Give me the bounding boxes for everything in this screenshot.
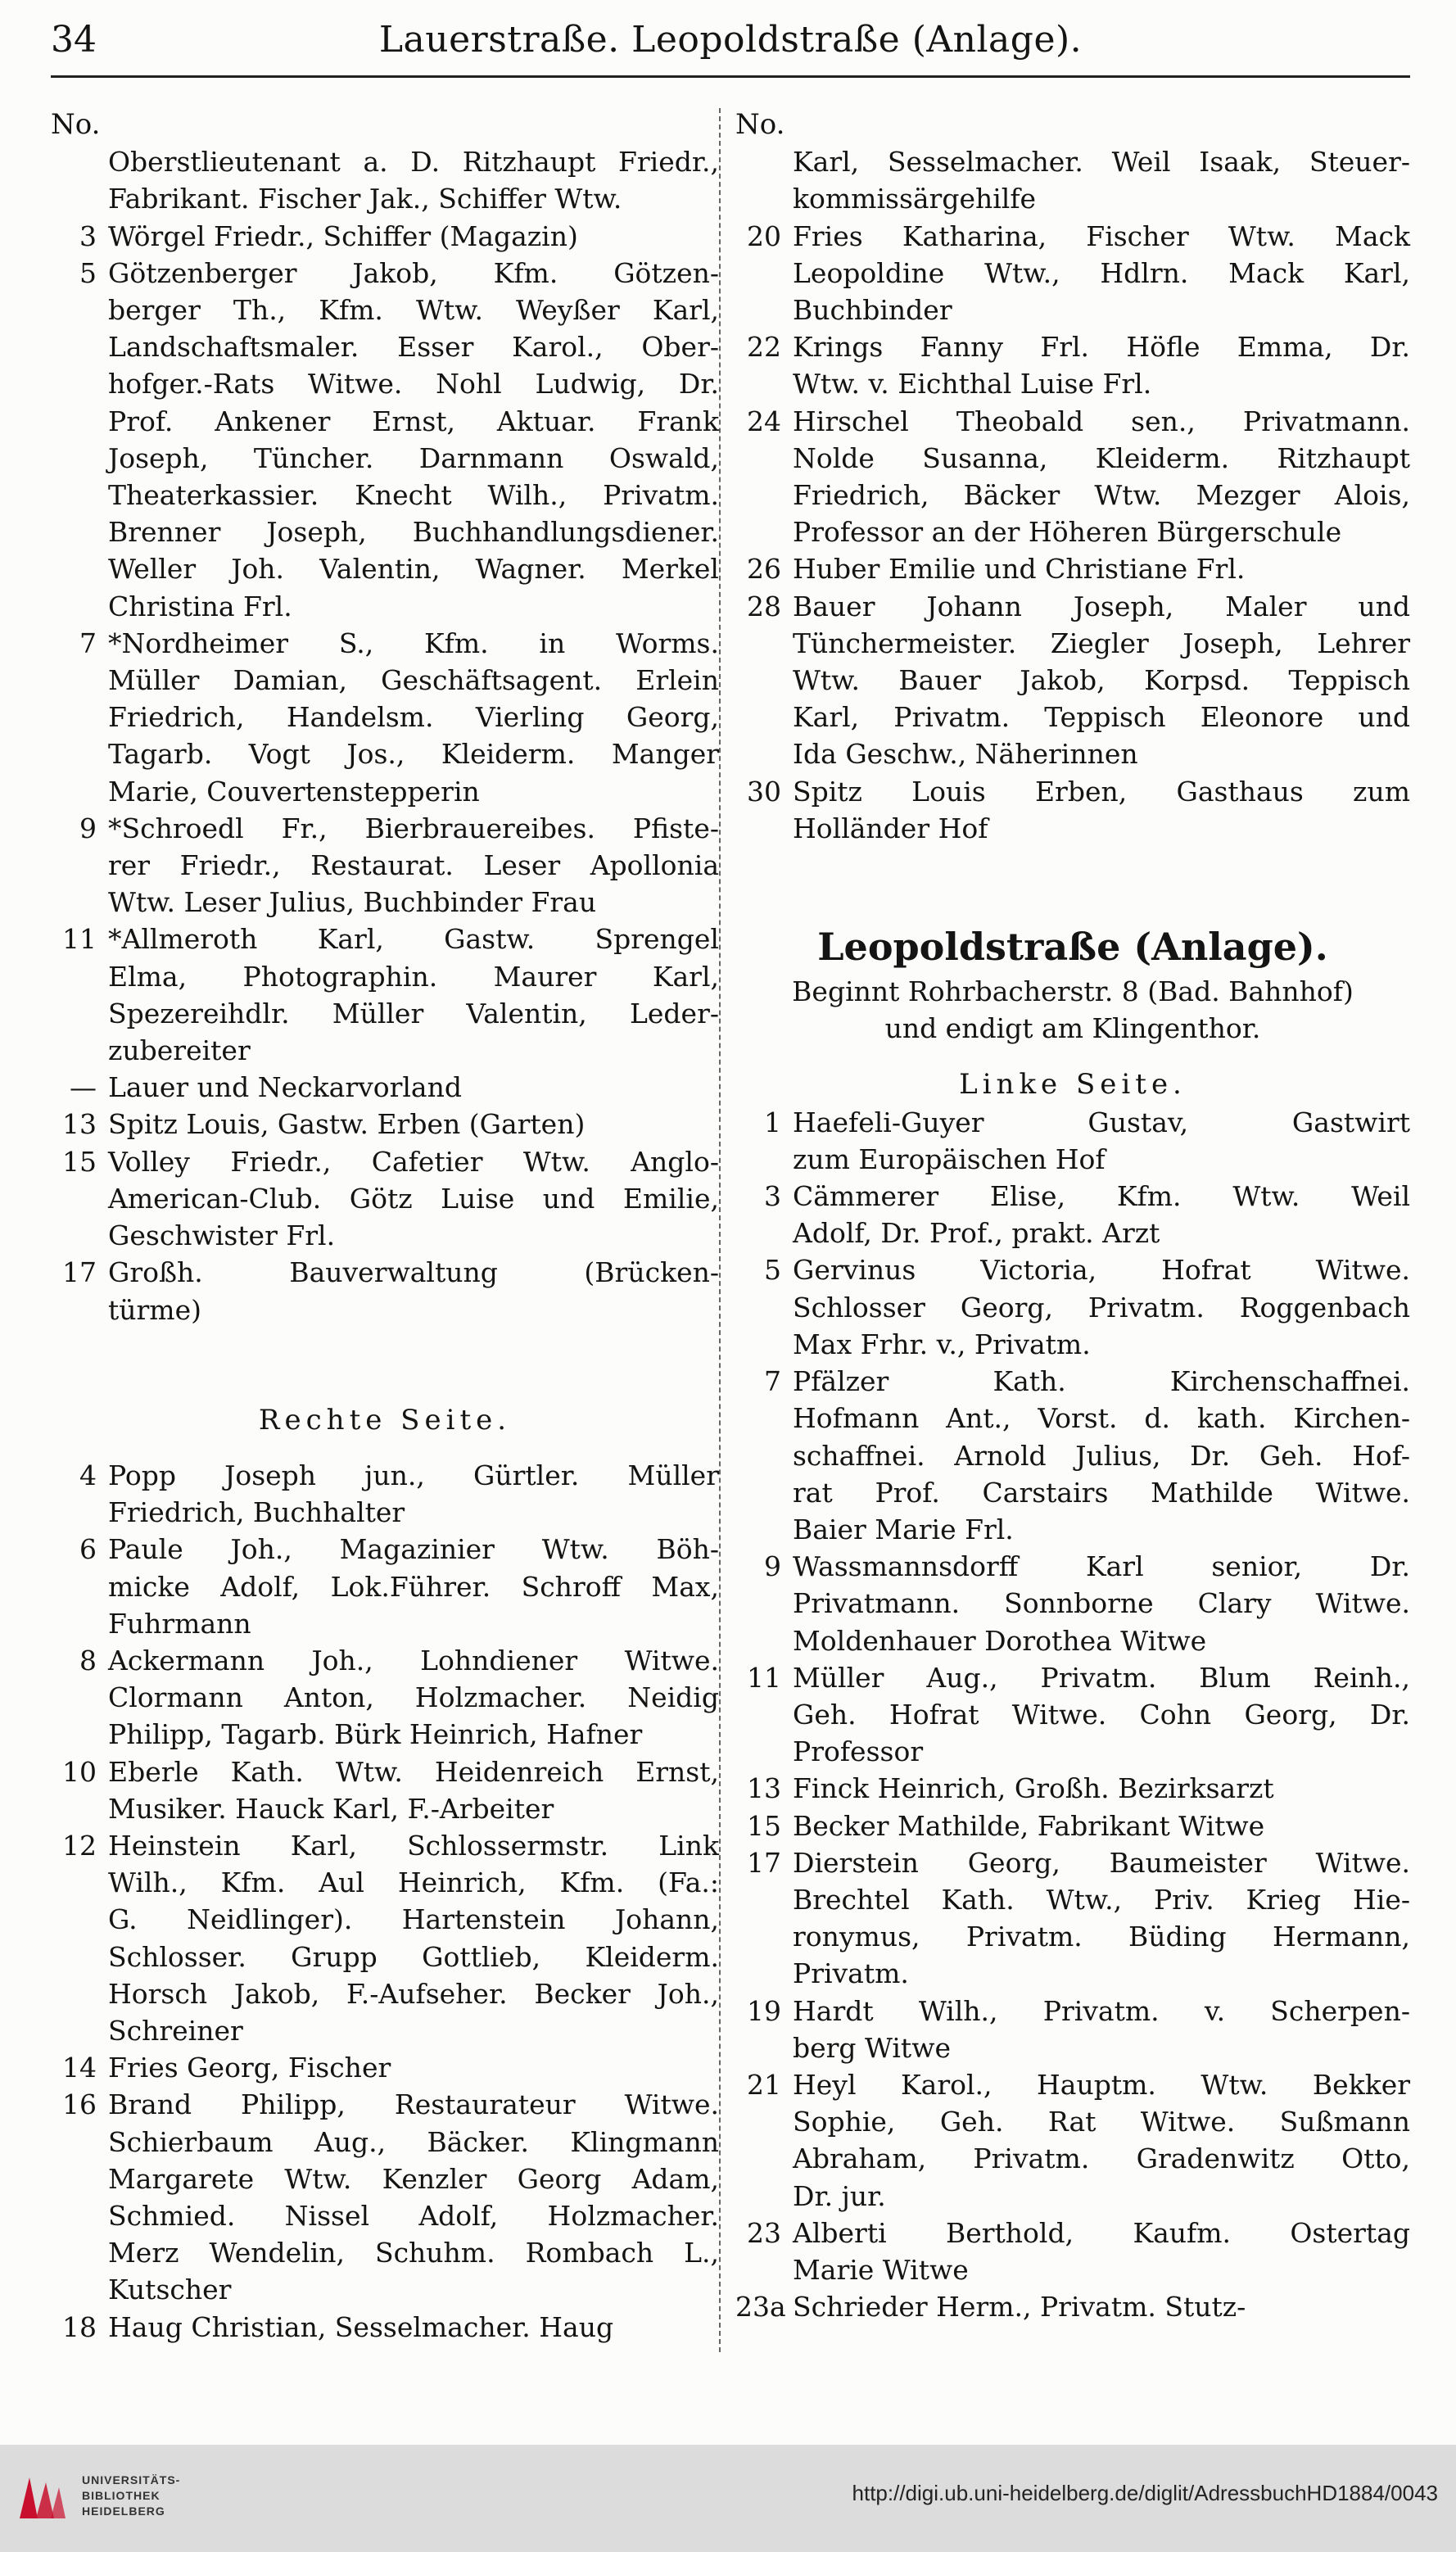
directory-entry xyxy=(51,2086,719,2308)
text-line: Wassmannsdorff Karl senior, Dr. xyxy=(793,1550,1410,1583)
text-line: Schierbaum Aug., Bäcker. Klingmann xyxy=(108,2125,719,2158)
text-line: Kutscher xyxy=(108,2274,232,2306)
house-number: 9 xyxy=(764,1550,781,1583)
library-name xyxy=(82,2473,180,2519)
text-line: Eberle Kath. Wtw. Heidenreich Ernst, xyxy=(108,1755,719,1788)
text-line: Margarete Wtw. Kenzler Georg Adam, xyxy=(108,2162,719,2195)
text-line: Clormann Anton, Holzmacher. Neidig xyxy=(108,1681,719,1714)
text-line: Haug Christian, Sesselmacher. Haug xyxy=(108,2310,614,2343)
entry-list xyxy=(51,218,719,1328)
text-line: Karl, Sesselmacher. Weil Isaak, Steuer- xyxy=(793,146,1410,179)
text-line: und endigt am Klingenthor. xyxy=(884,1012,1261,1045)
page-number: 34 xyxy=(51,19,97,61)
text-line: Max Frhr. v., Privatm. xyxy=(793,1328,1091,1360)
directory-entry xyxy=(735,550,1410,587)
text-line: Abraham, Privatm. Gradenwitz Otto, xyxy=(793,2143,1410,2175)
text-line: Heinstein Karl, Schlossermstr. Link xyxy=(108,1829,719,1862)
no-label: No. xyxy=(51,108,101,141)
text-line: American-Club. Götz Luise und Emilie, xyxy=(108,1182,719,1215)
text-line: Krings Fanny Frl. Höfle Emma, Dr. xyxy=(793,331,1410,364)
directory-entry xyxy=(51,1642,719,1753)
directory-entry xyxy=(51,1143,719,1255)
entry-text xyxy=(793,1178,1410,1251)
directory-entry xyxy=(51,255,719,625)
text-line: Privatm. xyxy=(793,1957,909,1990)
text-line: Ackermann Joh., Lohndiener Witwe. xyxy=(108,1644,719,1676)
house-number: 14 xyxy=(62,2052,97,2084)
text-line: G. Neidlinger). Hartenstein Johann, xyxy=(108,1903,719,1936)
house-number: 15 xyxy=(62,1145,97,1178)
house-number: 5 xyxy=(79,256,97,289)
text-line: Wtw. Leser Julius, Buchbinder Frau xyxy=(108,886,597,919)
directory-entry xyxy=(735,1770,1410,1807)
entry-text xyxy=(108,1143,719,1255)
entry-text xyxy=(793,773,1410,847)
text-line: Paule Joh., Magazinier Wtw. Böh- xyxy=(108,1533,719,1566)
text-line: Professor xyxy=(793,1735,924,1768)
street-description xyxy=(735,973,1410,1047)
intro-continuation xyxy=(51,143,719,217)
directory-entry xyxy=(735,1993,1410,2066)
directory-entry xyxy=(735,328,1410,402)
text-line: Spitz Louis, Gastw. Erben (Garten) xyxy=(108,1108,586,1141)
directory-entry xyxy=(735,1178,1410,1251)
text-line: berg Witwe xyxy=(793,2031,951,2064)
text-line: Christina Frl. xyxy=(108,590,292,622)
text-line: Landschaftsmaler. Esser Karol., Ober- xyxy=(108,331,719,364)
house-number: — xyxy=(70,1071,97,1104)
street-title: Leopoldstraße (Anlage). xyxy=(817,925,1328,970)
directory-entry xyxy=(735,1363,1410,1548)
directory-entry xyxy=(735,1104,1410,1178)
house-number: 23a xyxy=(735,2291,786,2323)
text-line: Brand Philipp, Restaurateur Witwe. xyxy=(108,2088,719,2121)
directory-entry xyxy=(51,625,719,810)
entry-text xyxy=(108,2309,719,2346)
text-line: Fries Georg, Fischer xyxy=(108,2052,391,2084)
house-number: 23 xyxy=(747,2216,781,2249)
text-line: Großh. Bauverwaltung (Brücken- xyxy=(108,1256,719,1289)
entry-text xyxy=(793,1993,1410,2066)
text-line: Horsch Jakob, F.-Aufseher. Becker Joh., xyxy=(108,1977,719,2010)
directory-entry xyxy=(51,2049,719,2086)
text-line: Hardt Wilh., Privatm. v. Scherpen- xyxy=(793,1994,1410,2027)
text-line: Merz Wendelin, Schuhm. Rombach L., xyxy=(108,2237,719,2269)
text-line: Fabrikant. Fischer Jak., Schiffer Wtw. xyxy=(108,183,622,215)
house-number: 13 xyxy=(747,1772,781,1805)
directory-entry xyxy=(51,1106,719,1143)
text-line: Oberstlieutenant a. D. Ritzhaupt Friedr., xyxy=(108,146,719,179)
entry-text xyxy=(108,1531,719,1642)
directory-entry xyxy=(51,2309,719,2346)
text-line: Spezereihdlr. Müller Valentin, Leder- xyxy=(108,997,719,1029)
spacer xyxy=(735,1047,1410,1066)
directory-entry xyxy=(735,1808,1410,1844)
right-column xyxy=(735,106,1410,2325)
directory-entry xyxy=(735,218,1410,329)
entry-list xyxy=(735,1104,1410,2326)
text-line: Popp Joseph jun., Gürtler. Müller xyxy=(108,1459,719,1491)
entry-text xyxy=(108,921,719,1069)
entry-text xyxy=(108,1642,719,1753)
house-number: 10 xyxy=(62,1755,97,1788)
text-line: rer Friedr., Restaurat. Leser Apollonia xyxy=(108,849,719,882)
house-number: 3 xyxy=(79,219,97,252)
text-line: Sophie, Geh. Rat Witwe. Sußmann xyxy=(793,2106,1410,2138)
section-title: Linke Seite. xyxy=(959,1068,1187,1102)
text-line: Cämmerer Elise, Kfm. Wtw. Weil xyxy=(793,1180,1410,1213)
text-line: Friedrich, Buchhalter xyxy=(108,1496,405,1529)
directory-entry xyxy=(735,1659,1410,1771)
text-line: Elma, Photographin. Maurer Karl, xyxy=(108,960,719,993)
library-name-line: HEIDELBERG xyxy=(82,2504,165,2518)
text-line: hofger.-Rats Witwe. Nohl Ludwig, Dr. xyxy=(108,368,719,400)
house-number: 6 xyxy=(79,1533,97,1566)
text-line: Prof. Ankener Ernst, Aktuar. Frank xyxy=(108,405,719,437)
text-line: Privatmann. Sonnborne Clary Witwe. xyxy=(793,1587,1410,1620)
house-number: 11 xyxy=(62,923,97,956)
directory-entry xyxy=(51,1827,719,2049)
text-line: Adolf, Dr. Prof., prakt. Arzt xyxy=(793,1217,1160,1250)
text-line: Wilh., Kfm. Aul Heinrich, Kfm. (Fa.: xyxy=(108,1866,719,1899)
running-title: Lauerstraße. Leopoldstraße (Anlage). xyxy=(378,19,1083,61)
left-column xyxy=(51,106,719,2346)
house-number: 9 xyxy=(79,812,97,844)
text-line: kommissärgehilfe xyxy=(793,183,1037,215)
text-line: Moldenhauer Dorothea Witwe xyxy=(793,1624,1207,1657)
house-number: 15 xyxy=(747,1809,781,1842)
house-number: 20 xyxy=(747,219,781,252)
text-line: Weller Joh. Valentin, Wagner. Merkel xyxy=(108,553,719,586)
text-line: Wörgel Friedr., Schiffer (Magazin) xyxy=(108,219,578,252)
text-line: Alberti Berthold, Kaufm. Ostertag xyxy=(793,2216,1410,2249)
entry-text xyxy=(793,588,1410,773)
text-line: Brechtel Kath. Wtw., Priv. Krieg Hie- xyxy=(793,1883,1410,1916)
text-line: Marie, Couvertenstepperin xyxy=(108,775,480,808)
directory-entry xyxy=(51,1753,719,1827)
directory-entry xyxy=(735,773,1410,847)
entry-text xyxy=(793,1548,1410,1659)
text-line: Volley Friedr., Cafetier Wtw. Anglo- xyxy=(108,1145,719,1178)
text-line: Fuhrmann xyxy=(108,1607,251,1640)
text-line: Joseph, Tüncher. Darnmann Oswald, xyxy=(108,441,719,474)
section-title: Rechte Seite. xyxy=(258,1403,512,1437)
directory-entry xyxy=(51,1531,719,1642)
house-number: 1 xyxy=(764,1106,781,1138)
text-line: Heyl Karol., Hauptm. Wtw. Bekker xyxy=(793,2068,1410,2101)
entry-text xyxy=(793,2066,1410,2215)
text-line: Hofmann Ant., Vorst. d. kath. Kirchen- xyxy=(793,1402,1410,1435)
text-line: Dr. jur. xyxy=(793,2179,886,2212)
text-line: Wtw. Bauer Jakob, Korpsd. Teppisch xyxy=(793,664,1410,697)
house-number: 21 xyxy=(747,2068,781,2101)
house-number: 7 xyxy=(79,627,97,659)
library-name-line: BIBLIOTHEK xyxy=(82,2489,161,2502)
directory-entry xyxy=(735,588,1410,773)
house-number: 19 xyxy=(747,1994,781,2027)
house-number: 28 xyxy=(747,590,781,622)
house-number: 16 xyxy=(62,2088,97,2121)
entry-text xyxy=(793,2288,1410,2325)
library-name-line: UNIVERSITÄTS- xyxy=(82,2473,181,2486)
house-number: 13 xyxy=(62,1108,97,1141)
house-number: 7 xyxy=(764,1365,781,1398)
text-line: *Allmeroth Karl, Gastw. Sprengel xyxy=(108,923,719,956)
library-logo-icon xyxy=(13,2469,70,2527)
entry-text xyxy=(793,218,1410,329)
entry-text xyxy=(108,1069,719,1106)
entry-text xyxy=(108,810,719,921)
text-line: Schlosser. Grupp Gottlieb, Kleiderm. xyxy=(108,1940,719,1973)
text-line: Hirschel Theobald sen., Privatmann. xyxy=(793,405,1410,437)
entry-text xyxy=(108,2049,719,2086)
no-label: No. xyxy=(735,108,785,141)
text-line: türme) xyxy=(108,1293,201,1326)
house-number: 30 xyxy=(747,775,781,808)
entry-text xyxy=(793,2215,1410,2288)
text-line: rat Prof. Carstairs Mathilde Witwe. xyxy=(793,1476,1410,1509)
text-line: Brenner Joseph, Buchhandlungsdiener. xyxy=(108,516,719,549)
entry-list xyxy=(51,1457,719,2346)
directory-entry xyxy=(735,403,1410,551)
entry-text xyxy=(793,328,1410,402)
text-line: Professor an der Höheren Bürgerschule xyxy=(793,516,1342,549)
entry-text xyxy=(793,1251,1410,1363)
house-number: 5 xyxy=(764,1254,781,1287)
text-line: Karl, Privatm. Teppisch Eleonore und xyxy=(793,701,1410,734)
entry-text xyxy=(108,255,719,625)
text-line: Müller Damian, Geschäftsagent. Erlein xyxy=(108,664,719,697)
directory-entry xyxy=(735,2215,1410,2288)
text-line: Schreiner xyxy=(108,2014,243,2047)
directory-entry xyxy=(735,1548,1410,1659)
entry-text xyxy=(108,1827,719,2049)
text-line: Friedrich, Handelsm. Vierling Georg, xyxy=(108,701,719,734)
entry-text xyxy=(108,1457,719,1531)
text-line: Ida Geschw., Näherinnen xyxy=(793,738,1138,771)
text-line: Pfälzer Kath. Kirchenschaffnei. xyxy=(793,1365,1410,1398)
entry-text xyxy=(793,1844,1410,1993)
entry-text xyxy=(793,1659,1410,1771)
text-line: Buchbinder xyxy=(793,294,952,327)
text-line: Gervinus Victoria, Hofrat Witwe. xyxy=(793,1254,1410,1287)
entry-text xyxy=(108,1254,719,1328)
house-number: 4 xyxy=(79,1459,97,1491)
entry-text xyxy=(108,625,719,810)
source-url[interactable]: http://digi.ub.uni-heidelberg.de/diglit/AdressbuchHD1884/0043 xyxy=(852,2481,1438,2505)
text-line: *Schroedl Fr., Bierbrauereibes. Pfiste- xyxy=(108,812,719,844)
entry-text xyxy=(108,1106,719,1143)
spacer xyxy=(735,847,1410,921)
directory-entry xyxy=(51,218,719,255)
text-line: Lauer und Neckarvorland xyxy=(108,1071,462,1104)
text-line: Schrieder Herm., Privatm. Stutz- xyxy=(793,2291,1246,2323)
text-line: Wtw. v. Eichthal Luise Frl. xyxy=(793,368,1152,400)
text-line: Fries Katharina, Fischer Wtw. Mack xyxy=(793,219,1410,252)
text-line: Nolde Susanna, Kleiderm. Ritzhaupt xyxy=(793,441,1410,474)
text-line: Philipp, Tagarb. Bürk Heinrich, Hafner xyxy=(108,1718,643,1751)
directory-entry xyxy=(735,1844,1410,1993)
entry-text xyxy=(108,2086,719,2308)
text-line: Baier Marie Frl. xyxy=(793,1513,1014,1545)
directory-entry xyxy=(51,1254,719,1328)
spacer xyxy=(51,1439,719,1457)
text-line: Musiker. Hauck Karl, F.-Arbeiter xyxy=(108,1792,554,1825)
text-line: Leopoldine Wtw., Hdlrn. Mack Karl, xyxy=(793,256,1410,289)
entry-text xyxy=(108,1753,719,1827)
text-line: Finck Heinrich, Großh. Bezirksarzt xyxy=(793,1772,1274,1805)
text-line: Holländer Hof xyxy=(793,812,988,844)
house-number: 3 xyxy=(764,1180,781,1213)
entry-text xyxy=(793,1808,1410,1844)
spacer xyxy=(51,1328,719,1402)
text-line: Beginnt Rohrbacherstr. 8 (Bad. Bahnhof) xyxy=(792,975,1354,1008)
text-line: zum Europäischen Hof xyxy=(793,1143,1106,1175)
text-line: schaffnei. Arnold Julius, Dr. Geh. Hof- xyxy=(793,1439,1410,1472)
directory-entry xyxy=(735,1251,1410,1363)
directory-entry xyxy=(51,921,719,1069)
entry-text xyxy=(793,550,1410,587)
directory-entry xyxy=(735,2066,1410,2215)
text-line: micke Adolf, Lok.Führer. Schroff Max, xyxy=(108,1570,719,1603)
house-number: 24 xyxy=(747,405,781,437)
house-number: 26 xyxy=(747,553,781,586)
text-line: Müller Aug., Privatm. Blum Reinh., xyxy=(793,1661,1410,1694)
entry-text xyxy=(793,403,1410,551)
directory-entry xyxy=(51,810,719,921)
directory-entry xyxy=(51,1069,719,1106)
header-rule xyxy=(51,75,1410,78)
entry-text xyxy=(108,218,719,255)
text-line: zubereiter xyxy=(108,1034,251,1067)
house-number: 17 xyxy=(747,1846,781,1879)
house-number: 17 xyxy=(62,1256,97,1289)
text-line: Tünchermeister. Ziegler Joseph, Lehrer xyxy=(793,627,1410,659)
house-number: 22 xyxy=(747,331,781,364)
entry-text xyxy=(793,1770,1410,1807)
house-number: 18 xyxy=(62,2310,97,2343)
directory-entry xyxy=(51,1457,719,1531)
text-line: Marie Witwe xyxy=(793,2253,969,2286)
text-line: Geh. Hofrat Witwe. Cohn Georg, Dr. xyxy=(793,1698,1410,1731)
text-line: Friedrich, Bäcker Wtw. Mezger Alois, xyxy=(793,479,1410,512)
text-line: Schmied. Nissel Adolf, Holzmacher. xyxy=(108,2199,719,2232)
entry-list xyxy=(735,218,1410,847)
text-line: Haefeli-Guyer Gustav, Gastwirt xyxy=(793,1106,1410,1138)
house-number: 11 xyxy=(747,1661,781,1694)
entry-text xyxy=(793,1363,1410,1548)
entry-text xyxy=(793,1104,1410,1178)
text-line: Tagarb. Vogt Jos., Kleiderm. Manger xyxy=(108,738,719,771)
text-line: *Nordheimer S., Kfm. in Worms. xyxy=(108,627,719,659)
text-line: Geschwister Frl. xyxy=(108,1219,336,1252)
text-line: ronymus, Privatm. Büding Hermann, xyxy=(793,1921,1410,1953)
text-line: Spitz Louis Erben, Gasthaus zum xyxy=(793,775,1410,808)
directory-entry xyxy=(735,2288,1410,2325)
text-line: Huber Emilie und Christiane Frl. xyxy=(793,553,1246,586)
viewer-footer xyxy=(0,2445,1456,2552)
text-line: Schlosser Georg, Privatm. Roggenbach xyxy=(793,1291,1410,1324)
text-line: Bauer Johann Joseph, Maler und xyxy=(793,590,1410,622)
house-number: 8 xyxy=(79,1644,97,1676)
column-divider xyxy=(719,108,721,2352)
text-line: Becker Mathilde, Fabrikant Witwe xyxy=(793,1809,1265,1842)
text-line: Theaterkassier. Knecht Wilh., Privatm. xyxy=(108,479,719,512)
text-line: berger Th., Kfm. Wtw. Weyßer Karl, xyxy=(108,294,719,327)
text-line: Götzenberger Jakob, Kfm. Götzen- xyxy=(108,256,719,289)
text-line: Dierstein Georg, Baumeister Witwe. xyxy=(793,1846,1410,1879)
page-header xyxy=(51,11,1410,69)
house-number: 12 xyxy=(62,1829,97,1862)
intro-continuation xyxy=(735,143,1410,217)
